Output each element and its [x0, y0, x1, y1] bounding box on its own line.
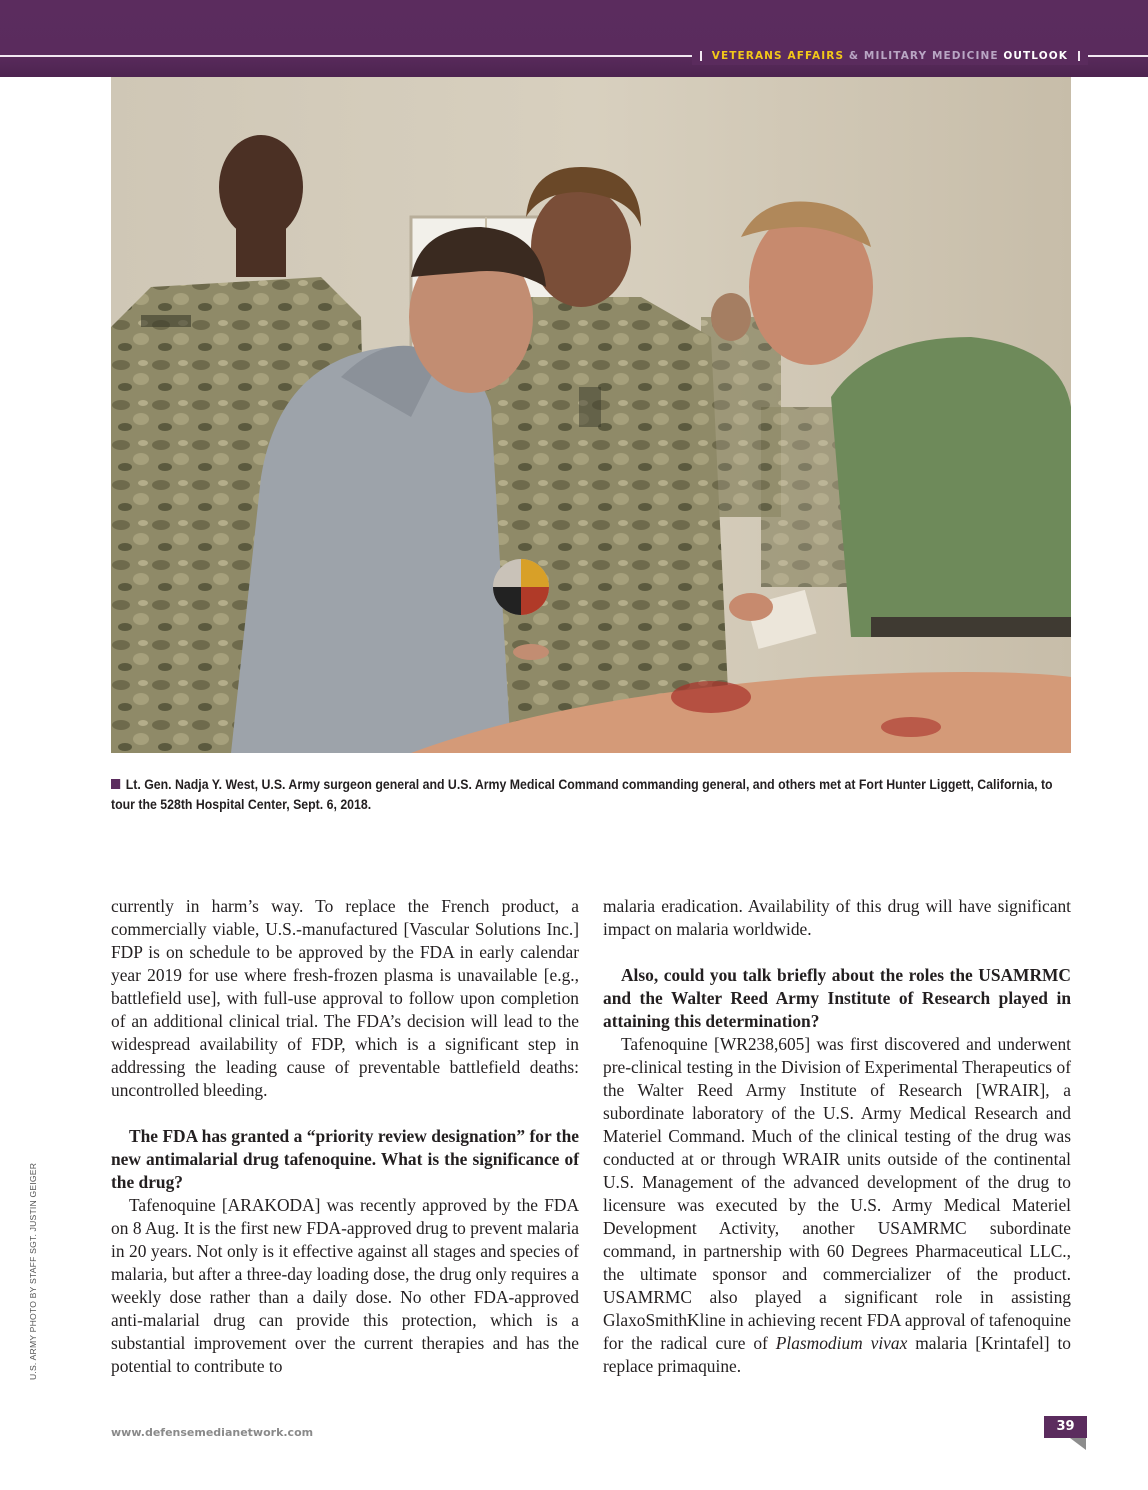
species-name: Plasmodium vivax — [775, 1333, 908, 1353]
publication-title: VETERANS AFFAIRS & MILITARY MEDICINE OUTLOOK — [711, 50, 1068, 62]
paragraph: malaria eradication. Availability of this drug will have significant impact on malaria worldwide. — [603, 896, 1071, 939]
header-tick-left — [700, 51, 702, 61]
article-column-right — [603, 895, 1071, 1378]
article-column-left — [111, 895, 579, 1378]
paragraph: currently in harm’s way. To replace the French product, a commercially viable, U.S.-manufactured [Vascular Solutions Inc.] FDP is on schedule to be approved by the FDA in early calendar year 2019 for use where fresh-frozen plasma is unavailable [e.g., battlefield use], with full-use approval to follow upon completion of an additional clinical trial. The FDA’s decision will lead to the widespread availability of FDP, which is a significant step in addressing the leading cause of preventable battlefield deaths: uncontrolled bleeding. — [111, 896, 579, 1100]
publication-header — [692, 47, 1088, 65]
page-number-tab-icon — [1070, 1438, 1086, 1450]
caption-text: Lt. Gen. Nadja Y. West, U.S. Army surgeon general and U.S. Army Medical Command commanding general, and others met at Fort Hunter Liggett, California, to tour the 528th Hospital Center, Sept. 6, 2018. — [111, 777, 1053, 812]
interview-question: The FDA has granted a “priority review designation” for the new antimalarial drug tafenoquine. What is the significance of the drug? — [111, 1126, 579, 1192]
header-tick-right — [1078, 51, 1080, 61]
footer-url-link[interactable]: www.defensemedianetwork.com — [111, 1426, 314, 1439]
interview-question: Also, could you talk briefly about the roles the USAMRMC and the Walter Reed Army Institute of Research played in attaining this determination? — [603, 965, 1071, 1031]
photo-credit: U.S. ARMY PHOTO BY STAFF SGT. JUSTIN GEIGER — [28, 1162, 38, 1380]
page-number: 39 — [1044, 1416, 1087, 1438]
photo-caption — [111, 775, 1059, 815]
caption-bullet-icon — [111, 779, 120, 789]
paragraph: Tafenoquine [WR238,605] was first discovered and underwent pre-clinical testing in the Division of Experimental Therapeutics of the Walter Reed Army Institute of Research [WRAIR], a subordinate laboratory of the U.S. Army Medical Research and Materiel Command. Much of the clinical testing of the drug was conducted at or through WRAIR units outside of the continental U.S. Management of the advanced development of the drug to licensure was executed by the U.S. Army Medical Materiel Development Activity, another USAMRMC subordinate command, in partnership with 60 Degrees Pharmaceutical LLC., the ultimate sponsor and commercializer of the product. USAMRMC also played a significant role in assisting GlaxoSmithKline in achieving recent FDA approval of tafenoquine for the radical cure of Plasmodium vivax malaria [Krintafel] to replace primaquine. — [603, 1034, 1072, 1376]
article-photo — [111, 77, 1071, 753]
paragraph: Tafenoquine [ARAKODA] was recently approved by the FDA on 8 Aug. It is the first new FDA-approved drug to prevent malaria in 20 years. Not only is it effective against all stages and species of malaria, but after a three-day loading dose, the drug only requires a weekly dose rather than a daily dose. No other FDA-approved anti-malarial drug can provide this protection, which is a substantial improvement over the current therapies and has the potential to contribute to — [111, 1195, 579, 1376]
header-band — [0, 0, 1148, 77]
